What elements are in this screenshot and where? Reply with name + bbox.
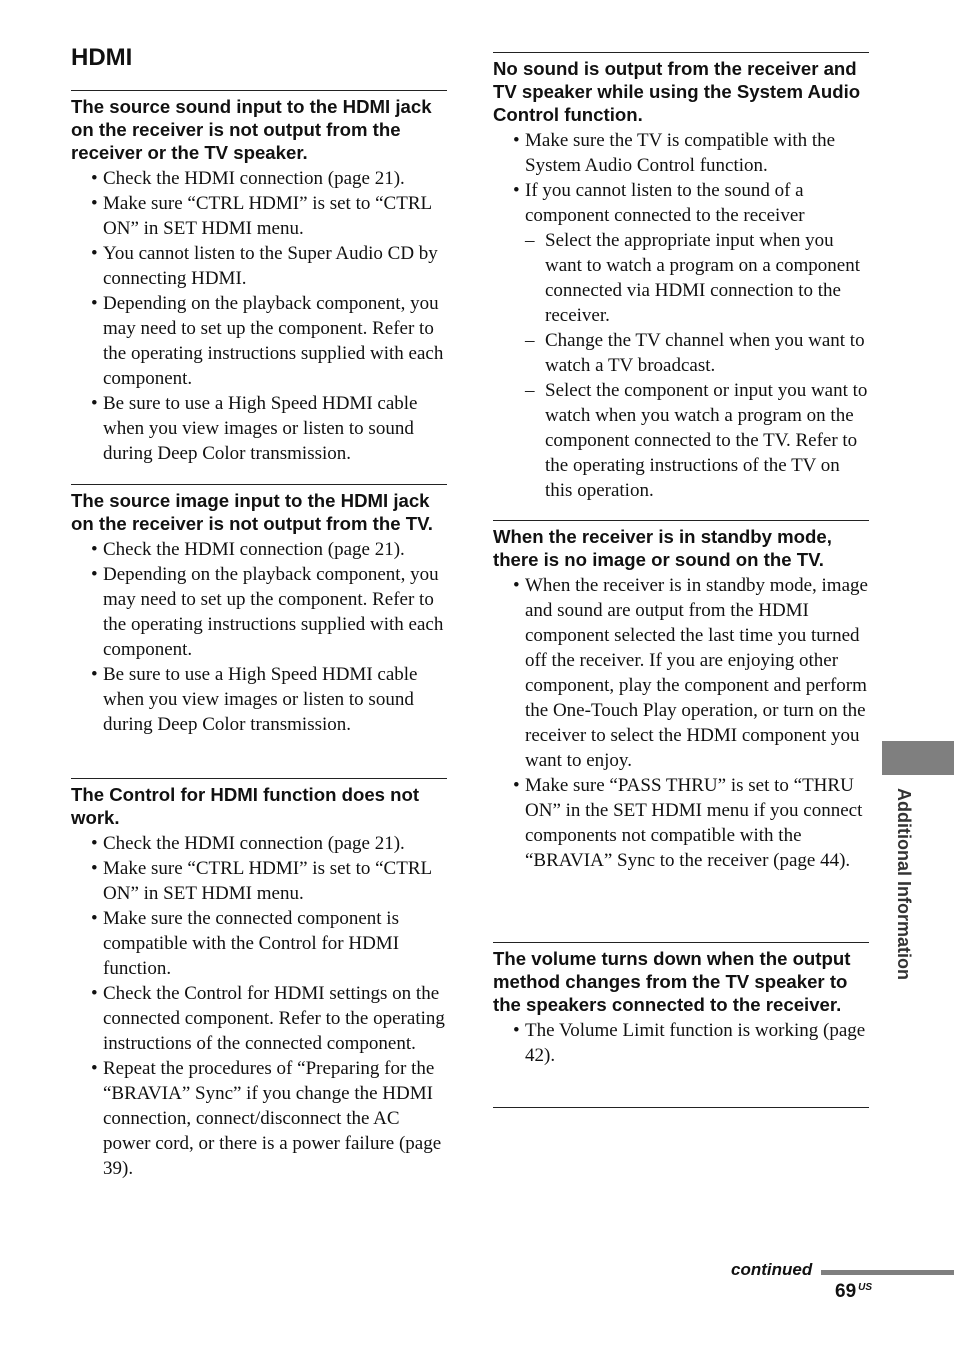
bullet-list (71, 166, 447, 466)
bullet-icon: • (91, 858, 98, 879)
bullet-icon: • (91, 293, 98, 314)
list-item: • Check the HDMI connection (page 21). (91, 168, 405, 189)
sub-list-item: – Change the TV channel when you want to watch a TV broadcast. (525, 330, 865, 376)
page-number (835, 1281, 872, 1303)
bullet-list (71, 537, 447, 737)
troubleshoot-block-image-not-output (71, 484, 447, 737)
list-item: • Make sure the TV is compatible with the System Audio Control function. (513, 130, 836, 176)
list-item: • Check the HDMI connection (page 21). (91, 539, 405, 560)
bullet-icon: • (513, 575, 520, 596)
bullet-icon: • (91, 539, 98, 560)
section-title: HDMI (71, 44, 133, 71)
troubleshoot-block-sound-not-output (71, 90, 447, 466)
block-heading: The Control for HDMI function does not work. (71, 784, 420, 828)
list-item: • Be sure to use a High Speed HDMI cable when you view images or listen to sound during Deep Color transmission. (91, 664, 418, 735)
continued-bar (821, 1270, 954, 1275)
list-item: • Make sure “CTRL HDMI” is set to “CTRL ON” in SET HDMI menu. (91, 858, 432, 904)
bullet-icon: • (91, 193, 98, 214)
bullet-icon: • (91, 168, 98, 189)
end-divider (493, 1107, 869, 1108)
list-item: • Depending on the playback component, you may need to set up the component. Refer to the operating instructions supplied with each component. (91, 293, 444, 389)
list-item: • Make sure “CTRL HDMI” is set to “CTRL ON” in SET HDMI menu. (91, 193, 432, 239)
bullet-list (71, 831, 447, 1181)
list-item: • Depending on the playback component, you may need to set up the component. Refer to the operating instructions supplied with each component. (91, 564, 444, 660)
block-heading: The source sound input to the HDMI jack on the receiver is not output from the receiver or the TV speaker. (71, 96, 432, 163)
list-item: • When the receiver is in standby mode, image and sound are output from the HDMI component selected the last time you turned off the receiver. If you are enjoying other component, play the component and perform the One-Touch Play operation, or turn on the receiver to select the HDMI component you want to enjoy. (513, 575, 868, 771)
sub-list-item: – Select the component or input you want to watch when you watch a program on the component connected to the TV. Refer to the operating instructions of the TV on this operation. (525, 380, 868, 501)
dash-icon: – (525, 330, 535, 351)
list-item: • Check the Control for HDMI settings on the connected component. Refer to the operating instructions of the connected component. (91, 983, 445, 1054)
bullet-icon: • (513, 130, 520, 151)
side-chapter-text: Additional Information (894, 788, 914, 980)
list-item: • Make sure the connected component is compatible with the Control for HDMI function. (91, 908, 400, 979)
list-item: • If you cannot listen to the sound of a component connected to the receiver – Select the appropriate input when you want to watch a program on a component connected via HDMI connection to the receiver. – Change the TV channel when you want to watch a TV broadcast. – Select the component or input you want to watch when you watch a program on the component connected to the TV. Refer to the operating instructions of the TV on this operation. (513, 180, 868, 501)
bullet-list (493, 573, 869, 873)
block-heading: When the receiver is in standby mode, there is no image or sound on the TV. (493, 526, 832, 570)
bullet-icon: • (91, 908, 98, 929)
bullet-icon: • (91, 664, 98, 685)
troubleshoot-block-volume-turns-down (493, 942, 869, 1068)
bullet-icon: • (91, 243, 98, 264)
bullet-list (493, 1018, 869, 1068)
bullet-list (493, 128, 869, 503)
list-item: • Be sure to use a High Speed HDMI cable when you view images or listen to sound during Deep Color transmission. (91, 393, 418, 464)
list-item: • Repeat the procedures of “Preparing for the “BRAVIA” Sync” if you change the HDMI connection, connect/disconnect the AC power cord, or there is a power failure (page 39). (91, 1058, 442, 1179)
list-item: • The Volume Limit function is working (page 42). (513, 1020, 866, 1066)
bullet-icon: • (91, 983, 98, 1004)
dash-icon: – (525, 230, 535, 251)
page-number-suffix: US (858, 1281, 873, 1293)
dash-list (525, 228, 869, 503)
troubleshoot-block-standby-mode (493, 520, 869, 873)
bullet-icon: • (513, 1020, 520, 1041)
block-heading: The volume turns down when the output method changes from the TV speaker to the speakers connected to the receiver. (493, 948, 851, 1015)
troubleshoot-block-system-audio-control (493, 52, 869, 503)
troubleshoot-block-control-for-hdmi (71, 778, 447, 1181)
page-number-value: 69 (835, 1281, 857, 1302)
bullet-icon: • (91, 833, 98, 854)
bullet-icon: • (513, 180, 520, 201)
list-item: • You cannot listen to the Super Audio CD by connecting HDMI. (91, 243, 438, 289)
bullet-icon: • (513, 775, 520, 796)
list-item: • Make sure “PASS THRU” is set to “THRU ON” in the SET HDMI menu if you connect components not compatible with the “BRAVIA” Sync to the receiver (page 44). (513, 775, 863, 871)
block-heading: No sound is output from the receiver and TV speaker while using the System Audio Control function. (493, 58, 861, 125)
sub-list-item: – Select the appropriate input when you want to watch a program on a component connected via HDMI connection to the receiver. (525, 230, 860, 326)
block-heading: The source image input to the HDMI jack on the receiver is not output from the TV. (71, 490, 433, 534)
list-item: • Check the HDMI connection (page 21). (91, 833, 405, 854)
bullet-icon: • (91, 1058, 98, 1079)
dash-icon: – (525, 380, 535, 401)
chapter-tab (882, 741, 954, 775)
side-chapter-label (892, 788, 916, 1028)
bullet-icon: • (91, 393, 98, 414)
continued-label: continued (731, 1260, 813, 1279)
bullet-icon: • (91, 564, 98, 585)
